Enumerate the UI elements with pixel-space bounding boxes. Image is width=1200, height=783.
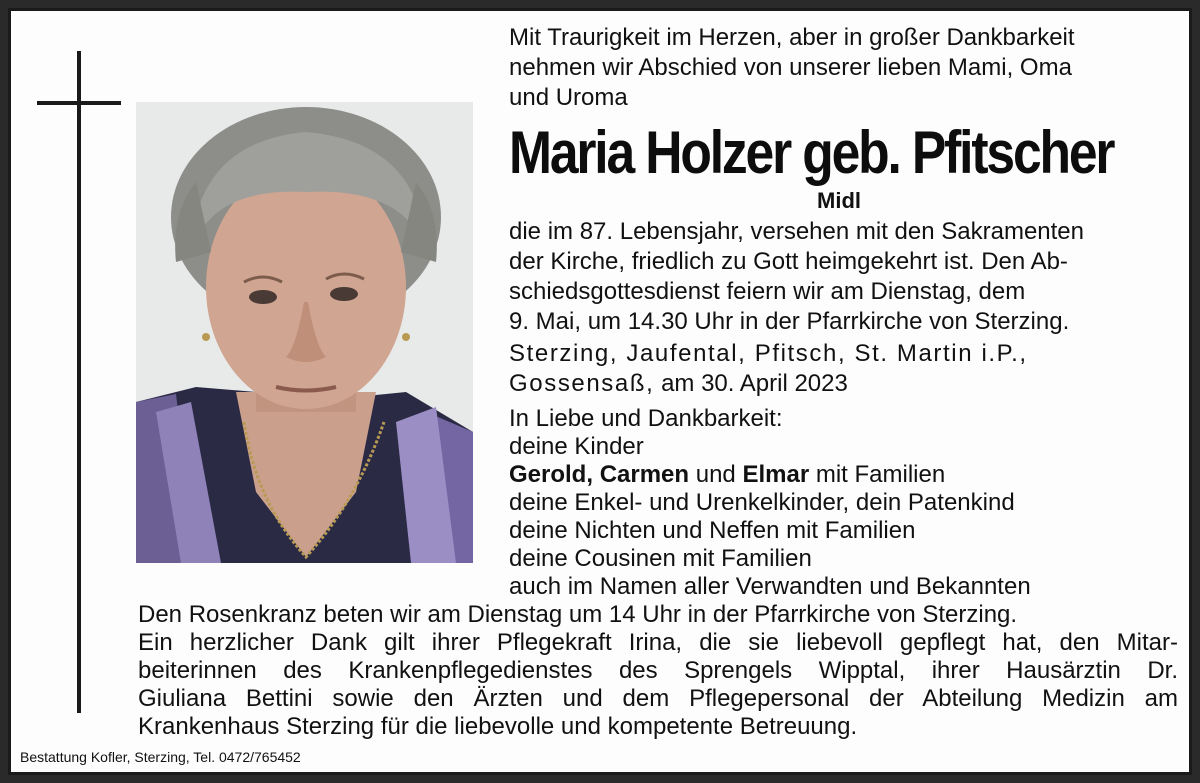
portrait-photo xyxy=(136,102,473,563)
place-date-line xyxy=(509,369,1169,399)
notice-date: am 30. April 2023 xyxy=(661,370,848,397)
main-text-column xyxy=(509,23,1169,601)
place-line-2: Gossensaß, xyxy=(509,370,655,397)
bottom-text xyxy=(138,601,1178,741)
thanks-line-3: Giuliana Bettini sowie den Ärzten und dem Pflegepersonal der Abteilung Medizin am xyxy=(138,685,1178,712)
rosary-text: Den Rosenkranz beten wir am Dienstag um 14 Uhr in der Pfarrkirche von Sterzing. xyxy=(138,601,1018,628)
child-name-1: Gerold, xyxy=(509,461,594,488)
grandchildren-line: deine Enkel- und Urenkelkinder, dein Patenkind xyxy=(509,489,1015,516)
relatives-line: auch im Namen aller Verwandten und Bekannten xyxy=(509,573,1031,600)
children-names xyxy=(509,461,1169,489)
mourners-list xyxy=(509,405,1169,601)
cross-vertical-bar xyxy=(77,51,81,713)
details-line-1: die im 87. Lebensjahr, versehen mit den Sakramenten xyxy=(509,218,1085,245)
undertaker-contact: Bestattung Kofler, Sterzing, Tel. 0472/765452 xyxy=(20,749,301,765)
child-name-3: Elmar xyxy=(742,461,810,488)
cousins-line: deine Cousinen mit Familien xyxy=(509,545,812,572)
mourners-intro: In Liebe und Dankbarkeit: xyxy=(509,405,783,432)
portrait-illustration xyxy=(136,102,473,563)
details-line-4: 9. Mai, um 14.30 Uhr in der Pfarrkirche von Sterzing. xyxy=(509,308,1070,335)
place-line-1: Sterzing, Jaufental, Pfitsch, St. Martin i.P., xyxy=(509,340,1028,367)
child-name-2: Carmen xyxy=(599,461,690,488)
thanks-line-1: Ein herzlicher Dank gilt ihrer Pflegekraft Irina, die sie liebevoll gepflegt hat, den Mitar- xyxy=(138,629,1178,656)
thanks-text xyxy=(138,629,1178,741)
intro-line-3: und Uroma xyxy=(509,84,628,111)
intro-text xyxy=(509,23,1169,113)
intro-line-2: nehmen wir Abschied von unserer lieben Mami, Oma xyxy=(509,54,1072,81)
thanks-line-4: Krankenhaus Sterzing für die liebevolle und kompetente Betreuung. xyxy=(138,713,858,740)
details-line-3: schiedsgottesdienst feiern wir am Dienstag, dem xyxy=(509,278,1026,305)
nieces-line: deine Nichten und Neffen mit Familien xyxy=(509,517,916,544)
and-word: und xyxy=(695,461,736,488)
details-line-2: der Kirche, friedlich zu Gott heimgekehrt ist. Den Ab- xyxy=(509,248,1068,275)
thanks-line-2: beiterinnen des Krankenpflegedienstes des Sprengels Wipptal, ihrer Hausärztin Dr. xyxy=(138,657,1178,684)
with-families: mit Familien xyxy=(815,461,946,488)
death-details xyxy=(509,217,1169,337)
deceased-name: Maria Holzer geb. Pfitscher xyxy=(509,119,1114,186)
obituary-notice xyxy=(8,8,1192,775)
nickname: Midl xyxy=(817,188,861,213)
children-label: deine Kinder xyxy=(509,433,644,460)
cross-horizontal-bar xyxy=(37,101,121,105)
intro-line-1: Mit Traurigkeit im Herzen, aber in großer Dankbarkeit xyxy=(509,24,1075,51)
